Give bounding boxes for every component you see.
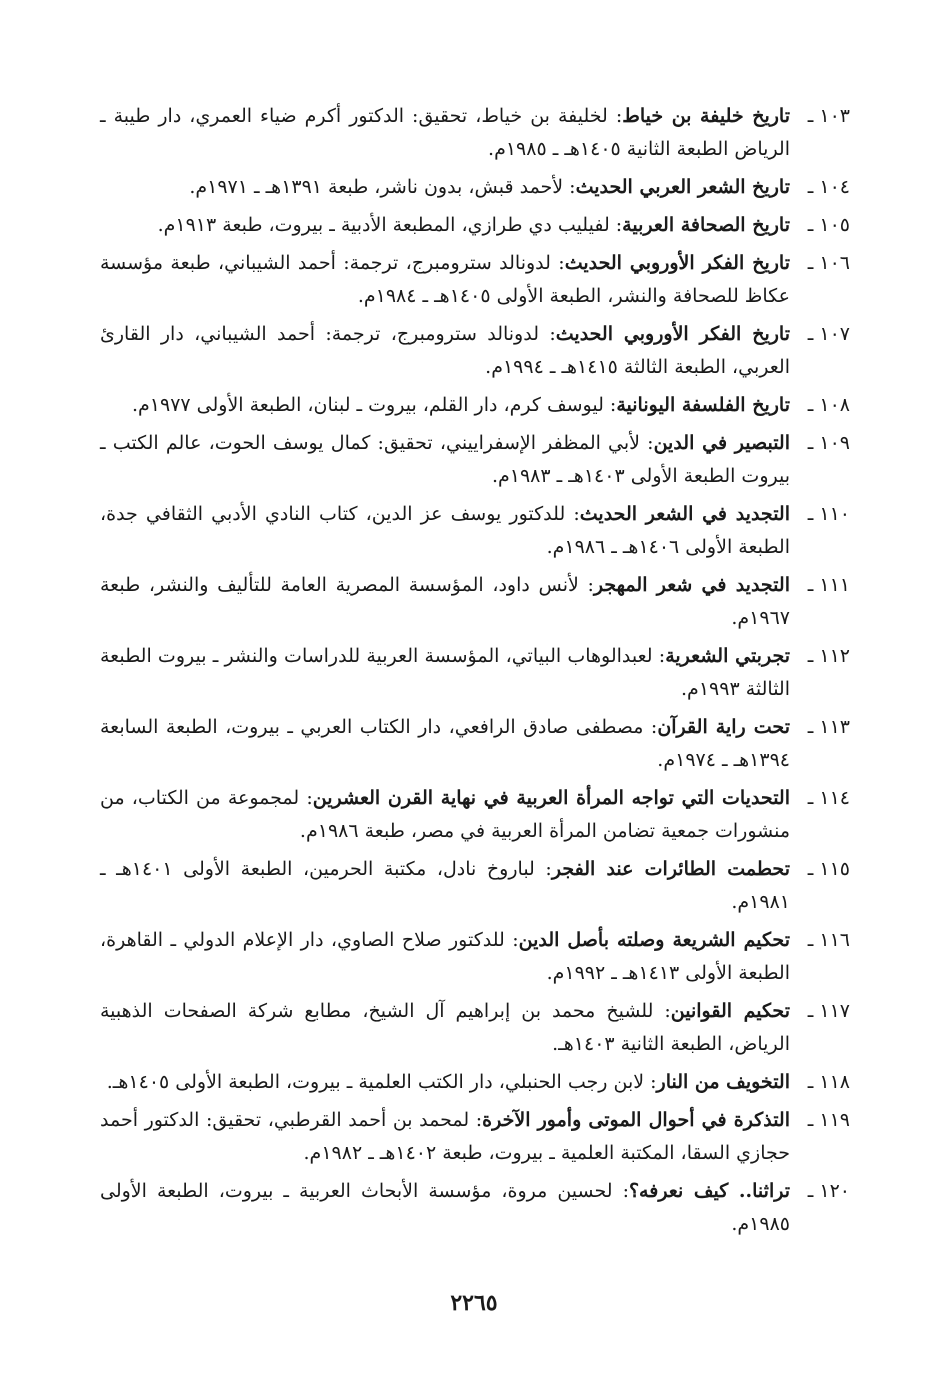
entry-title: التخويف من النار	[656, 1071, 790, 1093]
entry-title: تاريخ خليفة بن خياط	[622, 105, 791, 127]
entry-title: تاريخ الشعر العربي الحديث	[575, 176, 790, 198]
bibliography-entry	[100, 100, 850, 166]
bibliography-entry	[100, 318, 850, 384]
bibliography-entry	[100, 853, 850, 919]
entry-details: : لأنس داود، المؤسسة المصرية العامة للتأليف والنشر، طبعة ١٩٦٧م.	[100, 574, 790, 629]
entry-details: : لحسين مروة، مؤسسة الأبحاث العربية ـ بيروت، الطبعة الأولى ١٩٨٥م.	[100, 1180, 790, 1235]
entry-details: : ليوسف كرم، دار القلم، بيروت ـ لبنان، الطبعة الأولى ١٩٧٧م.	[131, 394, 617, 416]
bibliography-entry	[100, 1175, 850, 1241]
entry-details: : لابن رجب الحنبلي، دار الكتب العلمية ـ بيروت، الطبعة الأولى ١٤٠٥هـ.	[106, 1071, 657, 1093]
bibliography-entry	[100, 498, 850, 564]
entry-title: تاريخ الفكر الأوروبي الحديث	[564, 252, 790, 274]
bibliography-entry	[100, 171, 850, 204]
entry-title: تحكيم القوانين	[670, 1000, 790, 1022]
entry-title: التحديات التي تواجه المرأة العربية في نهاية القرن العشرين	[312, 787, 790, 809]
entry-title: التجديد في الشعر الحديث	[579, 503, 790, 525]
entry-number: ١٠٣ ـ	[807, 105, 850, 127]
entry-number: ١١٨ ـ	[807, 1071, 850, 1093]
bibliography-entry	[100, 247, 850, 313]
entry-number: ١١٥ ـ	[807, 858, 850, 880]
entry-number: ١٠٦ ـ	[807, 252, 850, 274]
entry-title: التجديد في شعر المهجر	[593, 574, 790, 596]
entry-number: ١٠٤ ـ	[807, 176, 850, 198]
entry-details: : لفيليب دي طرازي، المطبعة الأدبية ـ بيروت، طبعة ١٩١٣م.	[157, 214, 623, 236]
entry-title: تجربتي الشعرية	[665, 645, 791, 667]
entry-details: : لخليفة بن خياط، تحقيق: الدكتور أكرم ضياء العمري، دار طيبة ـ الرياض الطبعة الثانية ١٤٠٥هـ ـ ١٩٨٥م.	[100, 105, 790, 160]
entry-number: ١٠٧ ـ	[807, 323, 850, 345]
entry-details: : لمجموعة من الكتاب، من منشورات جمعية تضامن المرأة العربية في مصر، طبعة ١٩٨٦م.	[100, 787, 790, 842]
bibliography-entry	[100, 209, 850, 242]
entry-details: : لدونالد سترومبرج، ترجمة: أحمد الشيباني، طبعة مؤسسة عكاظ للصحافة والنشر، الطبعة الأولى ١٤٠٥هـ ـ ١٩٨٤م.	[100, 252, 790, 307]
entry-details: : للدكتور يوسف عز الدين، كتاب النادي الأدبي الثقافي جدة، الطبعة الأولى ١٤٠٦هـ ـ ١٩٨٦م.	[100, 503, 790, 558]
entry-title: التذكرة في أحوال الموتى وأمور الآخرة	[482, 1109, 790, 1131]
entry-details: : للشيخ محمد بن إبراهيم آل الشيخ، مطابع شركة الصفحات الذهبية الرياض، الطبعة الثانية ١٤٠٣هـ.	[100, 1000, 790, 1055]
bibliography-entry	[100, 782, 850, 848]
entry-number: ١١١ ـ	[807, 574, 850, 596]
entry-number: ١١٣ ـ	[807, 716, 850, 738]
entry-number: ١٠٥ ـ	[807, 214, 850, 236]
entry-title: تاريخ الفلسفة اليونانية	[616, 394, 790, 416]
entry-title: التبصير في الدين	[653, 432, 790, 454]
entry-title: تاريخ الصحافة العربية	[622, 214, 790, 236]
entry-number: ١١٢ ـ	[807, 645, 850, 667]
bibliography-entry	[100, 1104, 850, 1170]
entry-number: ١١٧ ـ	[807, 1000, 850, 1022]
entry-details: : لباروخ نادل، مكتبة الحرمين، الطبعة الأولى ١٤٠١هـ ـ ١٩٨١م.	[100, 858, 790, 913]
entry-title: تراثنا.. كيف نعرفه؟	[628, 1180, 790, 1202]
entry-title: تحطمت الطائرات عند الفجر	[551, 858, 790, 880]
bibliography-entry	[100, 924, 850, 990]
bibliography-entry	[100, 640, 850, 706]
entry-details: : لعبدالوهاب البياتي، المؤسسة العربية للدراسات والنشر ـ بيروت الطبعة الثالثة ١٩٩٣م.	[100, 645, 790, 700]
entry-number: ١١٠ ـ	[807, 503, 850, 525]
bibliography-entry	[100, 1066, 850, 1099]
bibliography-entry	[100, 995, 850, 1061]
bibliography-list	[100, 100, 850, 1246]
entry-details: : للدكتور صلاح الصاوي، دار الإعلام الدولي ـ القاهرة، الطبعة الأولى ١٤١٣هـ ـ ١٩٩٢م.	[100, 929, 790, 984]
entry-details: : لمحمد بن أحمد القرطبي، تحقيق: الدكتور أحمد حجازي السقا، المكتبة العلمية ـ بيروت، طبعة ١٤٠٢هـ ـ ١٩٨٢م.	[100, 1109, 790, 1164]
bibliography-entry	[100, 711, 850, 777]
entry-number: ١٠٨ ـ	[807, 394, 850, 416]
entry-number: ١١٩ ـ	[807, 1109, 850, 1131]
entry-title: تحكيم الشريعة وصلته بأصل الدين	[518, 929, 790, 951]
entry-details: : لأحمد قبش، بدون ناشر، طبعة ١٣٩١هـ ـ ١٩٧١م.	[189, 176, 576, 198]
entry-title: تاريخ الفكر الأوروبي الحديث	[555, 323, 790, 345]
entry-number: ١٠٩ ـ	[807, 432, 850, 454]
entry-title: تحت راية القرآن	[657, 716, 790, 738]
bibliography-entry	[100, 569, 850, 635]
entry-details: : مصطفى صادق الرافعي، دار الكتاب العربي ـ بيروت، الطبعة السابعة ١٣٩٤هـ ـ ١٩٧٤م.	[100, 716, 790, 771]
bibliography-entry	[100, 389, 850, 422]
entry-number: ١١٦ ـ	[807, 929, 850, 951]
entry-details: : لدونالد سترومبرج، ترجمة: أحمد الشيباني، دار القارئ العربي، الطبعة الثالثة ١٤١٥هـ ـ ١٩٩٤م.	[100, 323, 790, 378]
entry-number: ١٢٠ ـ	[807, 1180, 850, 1202]
page-number: ٢٢٦٥	[450, 1290, 498, 1316]
bibliography-entry	[100, 427, 850, 493]
entry-details: : لأبي المظفر الإسفراييني، تحقيق: كمال يوسف الحوت، عالم الكتب ـ بيروت الطبعة الأولى ١٤٠٣هـ ـ ١٩٨٣م.	[100, 432, 790, 487]
entry-number: ١١٤ ـ	[807, 787, 850, 809]
